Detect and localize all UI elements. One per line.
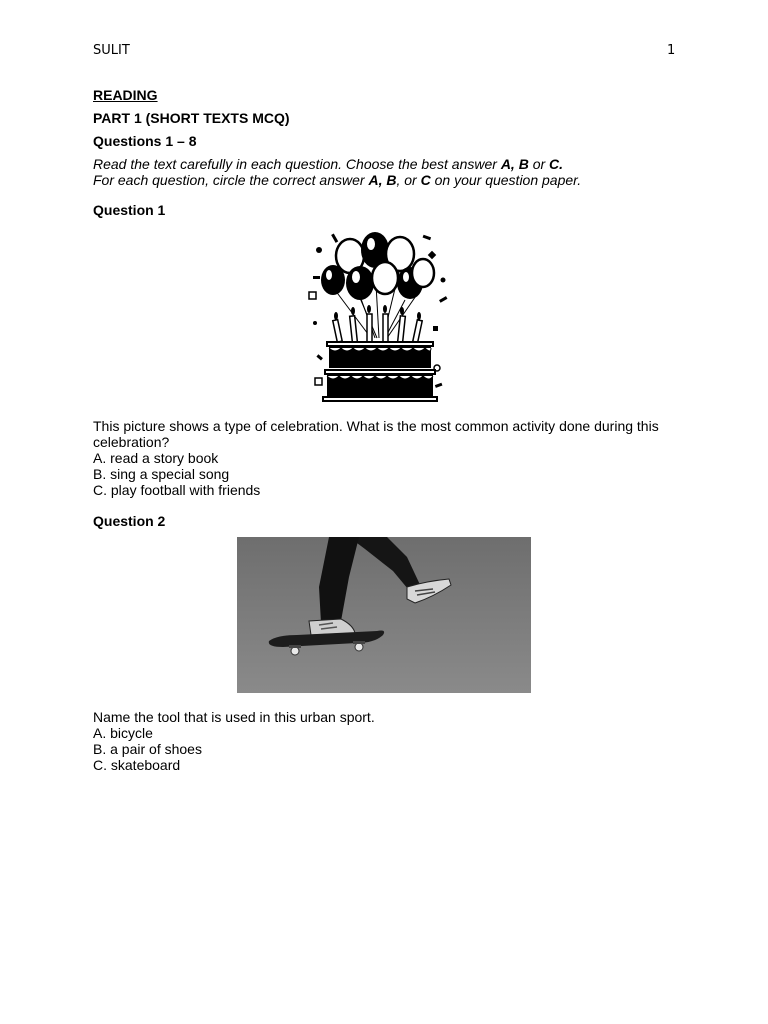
question-1 [93,202,683,498]
option-b: B. a pair of shoes [93,741,202,757]
instruction-line-1 [93,156,683,172]
part-title: PART 1 (SHORT TEXTS MCQ) [93,110,290,126]
option-a: A. read a story book [93,450,219,466]
option-a: A. bicycle [93,725,153,741]
question-text: Name the tool that is used in this urban sport. [93,709,375,725]
question-2-figure [93,537,683,697]
instructions [93,156,683,188]
instruction-text: or [528,156,550,172]
instruction-emphasis: A, B [368,172,397,188]
option-c: C. skateboard [93,757,181,773]
header-left-label: SULIT [93,43,130,58]
option-b: B. sing a special song [93,466,230,482]
question-2 [93,513,683,773]
instruction-text: , or [396,172,421,188]
document-body [93,87,683,788]
question-1-figure [93,226,683,406]
instruction-text: Read the text carefully in each question. Choose the best answer [93,156,501,172]
question-heading: Question 2 [93,513,166,529]
questions-range: Questions 1 – 8 [93,133,197,149]
section-title: READING [93,87,158,103]
instruction-text: on your question paper. [430,172,582,188]
skateboard-photo [237,537,531,693]
option-c: C. play football with friends [93,482,261,498]
instruction-emphasis: C. [549,156,564,172]
birthday-cake-image [305,228,455,403]
instruction-text: For each question, circle the correct answer [93,172,369,188]
question-heading: Question 1 [93,202,166,218]
question-text: This picture shows a type of celebration. What is the most common activity done during this celebration? [93,418,659,450]
instruction-emphasis: A, B [500,156,529,172]
instruction-line-2 [93,172,683,188]
instruction-emphasis: C [420,172,431,188]
page-number: 1 [667,43,676,58]
